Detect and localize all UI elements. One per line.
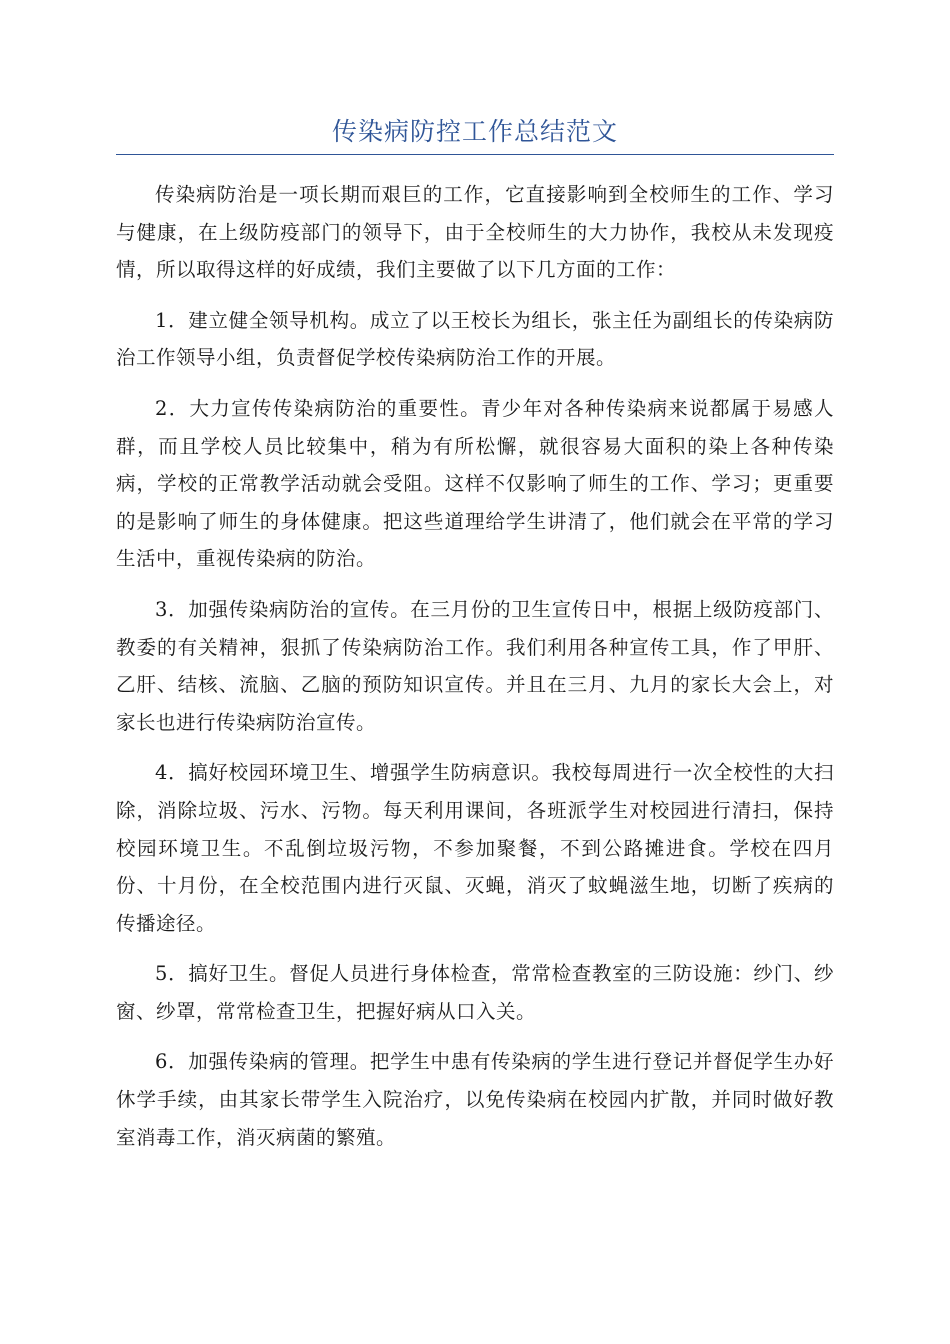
paragraph-intro: 传染病防治是一项长期而艰巨的工作，它直接影响到全校师生的工作、学习与健康，在上级防疫部门的领导下，由于全校师生的大力协作，我校从未发现疫情，所以取得这样的好成绩，我们主要做了以下几方面的工作： <box>116 183 834 282</box>
paragraph-item-1: 1．建立健全领导机构。成立了以王校长为组长，张主任为副组长的传染病防治工作领导小组，负责督促学校传染病防治工作的开展。 <box>116 308 834 370</box>
document-title: 传染病防控工作总结范文 <box>331 117 618 146</box>
paragraph-item-3: 3．加强传染病防治的宣传。在三月份的卫生宣传日中，根据上级防疫部门、教委的有关精神，狠抓了传染病防治工作。我们利用各种宣传工具，作了甲肝、乙肝、结核、流脑、乙脑的预防知识宣传。并且在三月、九月的家长大会上，对家长也进行传染病防治宣传。 <box>116 597 834 734</box>
paragraph-item-4: 4．搞好校园环境卫生、增强学生防病意识。我校每周进行一次全校性的大扫除，消除垃圾、污水、污物。每天利用课间，各班派学生对校园进行清扫，保持校园环境卫生。不乱倒垃圾污物，不参加聚餐，不到公路摊进食。学校在四月份、十月份，在全校范围内进行灭鼠、灭蝇，消灭了蚊蝇滋生地，切断了疾病的传播途径。 <box>116 761 834 935</box>
paragraph-item-5: 5．搞好卫生。督促人员进行身体检查，常常检查教室的三防设施：纱门、纱窗、纱罩，常常检查卫生，把握好病从口入关。 <box>116 962 834 1023</box>
paragraph-item-2: 2．大力宣传传染病防治的重要性。青少年对各种传染病来说都属于易感人群，而且学校人员比较集中，稍为有所松懈，就很容易大面积的染上各种传染病，学校的正常教学活动就会受阻。这样不仅影响了师生的工作、学习；更重要的是影响了师生的身体健康。把这些道理给学生讲清了，他们就会在平常的学习生活中，重视传染病的防治。 <box>116 396 834 571</box>
title-underline <box>116 154 834 155</box>
document-body <box>116 176 834 1169</box>
paragraph-item-6: 6．加强传染病的管理。把学生中患有传染病的学生进行登记并督促学生办好休学手续，由其家长带学生入院治疗，以免传染病在校园内扩散，并同时做好教室消毒工作，消灭病菌的繁殖。 <box>116 1050 834 1149</box>
